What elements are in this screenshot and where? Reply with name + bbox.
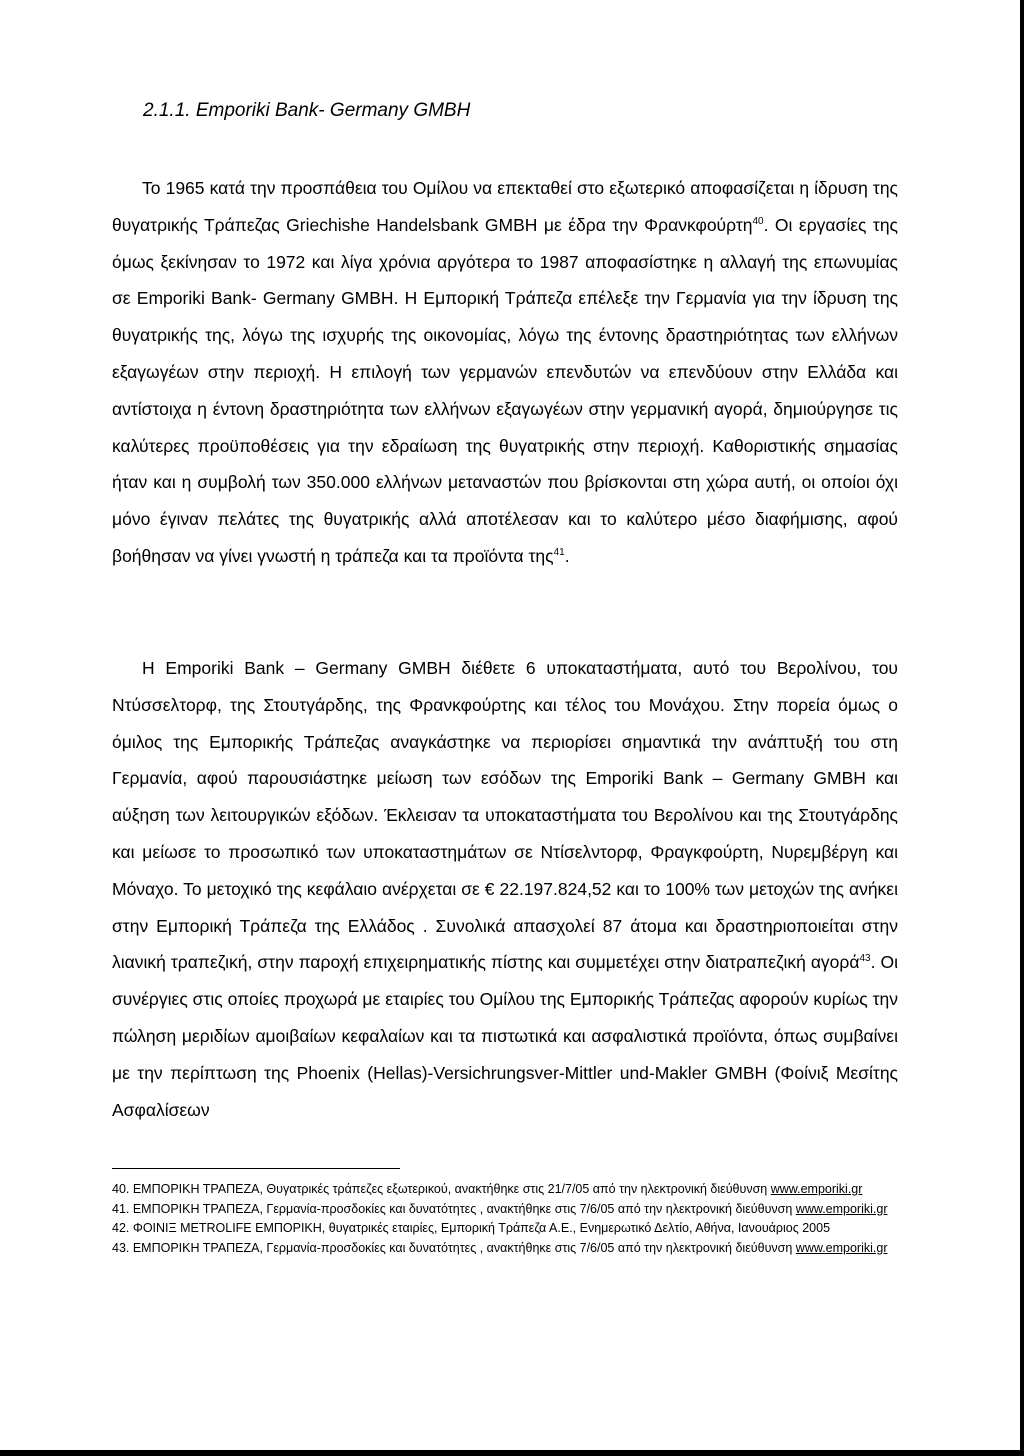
footnote-ref-43: 43 — [859, 953, 871, 965]
footnote-42 — [112, 1219, 902, 1239]
paragraph-2 — [112, 650, 898, 1128]
paragraph-2-text-a: Η Emporiki Bank – Germany GMBH διέθετε 6 υποκαταστήματα, αυτό του Βερολίνου, του Ντύσσελτορφ, της Στουτγάρδης, της Φρανκφούρτης και τέλος του Μονάχου. Στην πορεία όμως ο όμιλος της Εμπορικής Τράπεζας αναγκάστηκε να περιορίσει σημαντικά την ανάπτυξή του στη Γερμανία, αφού παρουσιάστηκε μείωση των εσόδων της Emporiki Bank – Germany GMBH και αύξηση των λειτουργικών εξόδων. Έκλεισαν τα υποκαταστήματα του Βερολίνου και της Στουτγάρδης και μείωσε το προσωπικό των υποκαταστημάτων σε Ντίσελντορφ, Φραγκφούρτη, Νυρεμβέργη και Μόναχο. Το μετοχικό της κεφάλαιο ανέρχεται σε € 22.197.824,52 και το 100% των μετοχών της ανήκει στην Εμπορική Τράπεζα της Ελλάδος . Συνολικά απασχολεί 87 άτομα και δραστηριοποιείται στην λιανική τραπεζική, στην παροχή επιχειρηματικής πίστης και συμμετέχει στην διατραπεζική αγορά — [112, 658, 898, 973]
footnote-ref-41: 41 — [553, 547, 565, 559]
footnote-divider — [112, 1168, 400, 1169]
footnote-link[interactable]: www.emporiki.gr — [795, 1240, 888, 1255]
paragraph-2-text-b: . Οι συνέργιες στις οποίες προχωρά με εταιρίες του Ομίλου της Εμπορικής Τράπεζας αφορούν κυρίως την πώληση μεριδίων αμοιβαίων κεφαλαίων και τα πιστωτικά και ασφαλιστικά προϊόντα, όπως συμβαίνει με την περίπτωση της Phoenix (Hellas)-Versichrungsver-Mittler und-Makler GMBH (Φοίνιξ Μεσίτης Ασφαλίσεων — [112, 952, 898, 1120]
footnote-text: 41. ΕΜΠΟΡΙΚΗ ΤΡΑΠΕΖΑ, Γερμανία-προσδοκίες και δυνατότητες , ανακτήθηκε στις 7/6/05 από την ηλεκτρονική διεύθυνση — [112, 1201, 796, 1216]
footnote-text: 40. ΕΜΠΟΡΙΚΗ ΤΡΑΠΕΖΑ, Θυγατρικές τράπεζες εξωτερικού, ανακτήθηκε στις 21/7/05 από την ηλεκτρονική διεύθυνση — [112, 1182, 771, 1196]
paragraph-1-text-c: . — [564, 545, 570, 566]
footnote-text: 43. ΕΜΠΟΡΙΚΗ ΤΡΑΠΕΖΑ, Γερμανία-προσδοκίες και δυνατότητες , ανακτήθηκε στις 7/6/05 από την ηλεκτρονική διεύθυνση — [112, 1240, 796, 1255]
footnote-link[interactable]: www.emporiki.gr — [795, 1201, 888, 1216]
footnote-text: 42. ΦΟΙΝΙΞ METROLIFE ΕΜΠΟΡΙΚΗ, θυγατρικές εταιρίες, Εμπορική Τράπεζα Α.Ε., Ενημερωτικό Δελτίο, Αθήνα, Ιανουάριος 2005 — [112, 1221, 831, 1235]
paragraph-1 — [112, 170, 898, 575]
paragraph-1-text-a: Το 1965 κατά την προσπάθεια του Ομίλου να επεκταθεί στο εξωτερικό αποφασίζεται η ίδρυση της θυγατρικής Τράπεζας Griechishe Handelsbank GMBH με έδρα την Φρανκφούρτη — [112, 178, 898, 235]
footnote-43 — [112, 1239, 902, 1259]
footnotes — [112, 1180, 902, 1258]
section-heading: 2.1.1. Emporiki Bank- Germany GMBH — [143, 100, 471, 121]
paragraph-1-text-b: . Οι εργασίες της όμως ξεκίνησαν το 1972 και λίγα χρόνια αργότερα το 1987 αποφασίστηκε η αλλαγή της επωνυμίας σε Emporiki Bank- Germany GMBH. Η Εμπορική Τράπεζα επέλεξε την Γερμανία για την ίδρυση της θυγατρικής της, λόγω της ισχυρής της οικονομίας, λόγω της έντονης δραστηριότητας των ελλήνων εξαγωγέων στην περιοχή. Η επιλογή των γερμανών επενδυτών να επενδύουν στην Ελλάδα και αντίστοιχα η έντονη δραστηριότητα των ελλήνων εξαγωγέων στην γερμανική αγορά, δημιούργησε τις καλύτερες προϋποθέσεις για την εδραίωση της θυγατρικής στην περιοχή. Καθοριστικής σημασίας ήταν και η συμβολή των 350.000 ελλήνων μεταναστών που βρίσκονται στη χώρα αυτή, οι οποίοι όχι μόνο έγιναν πελάτες της θυγατρικής αλλά αποτέλεσαν και το καλύτερο μέσο διαφήμισης, αφού βοήθησαν να γίνει γνωστή η τράπεζα και τα προϊόντα της — [112, 214, 898, 566]
footnote-ref-40: 40 — [752, 215, 764, 227]
footnote-40 — [112, 1180, 902, 1200]
footnote-41 — [112, 1200, 902, 1220]
footnote-link[interactable]: www.emporiki.gr — [770, 1182, 863, 1196]
